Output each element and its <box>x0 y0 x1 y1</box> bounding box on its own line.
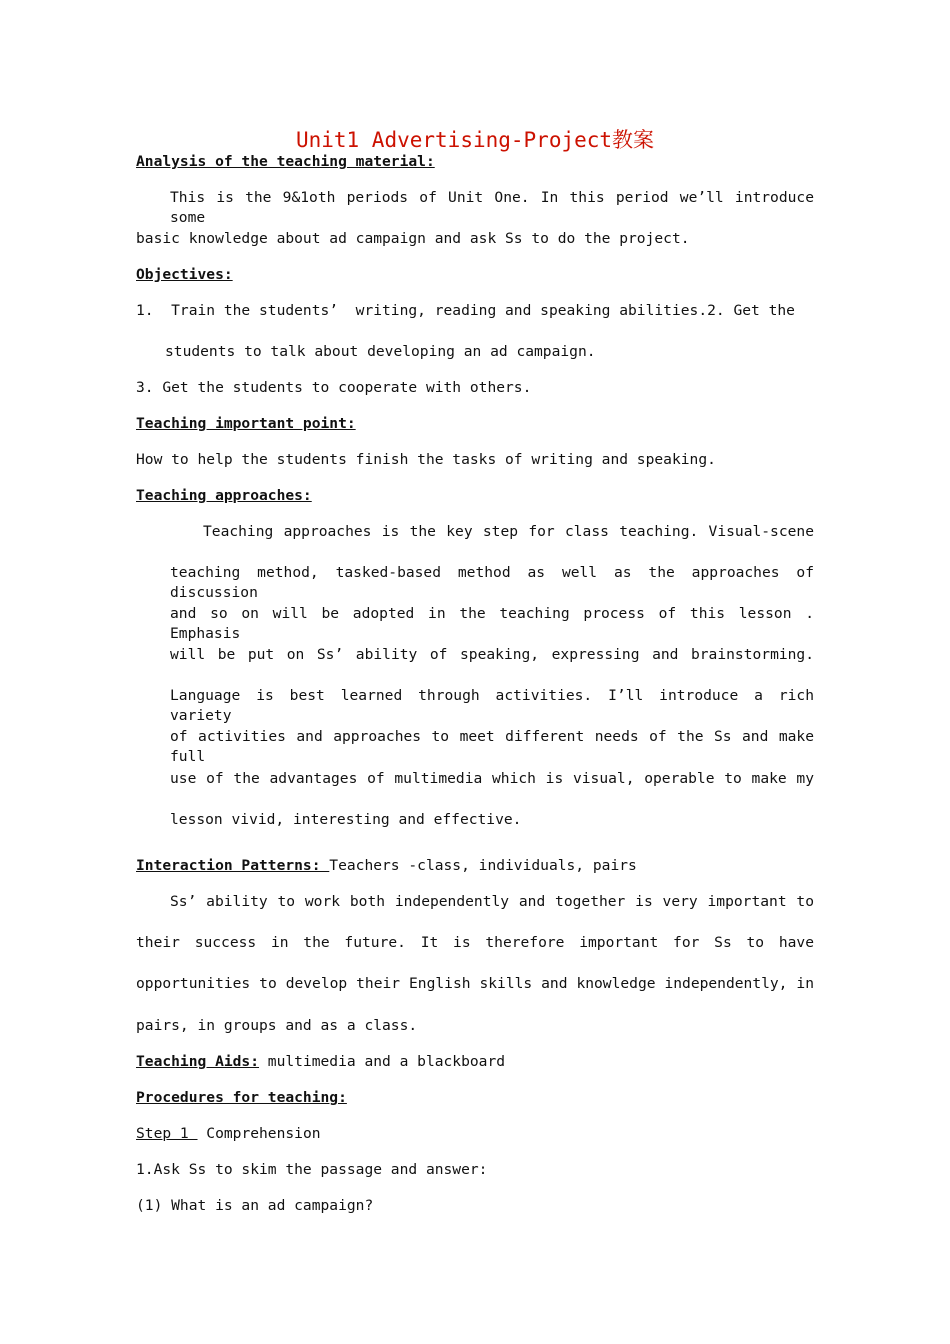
step-label: Step 1 <box>136 1125 198 1142</box>
approaches-line: Teaching approaches is the key step for class teaching. Visual-scene <box>203 523 814 540</box>
document-title: Unit1 Advertising-Project教案 <box>295 128 655 152</box>
analysis-line-2: basic knowledge about ad campaign and ask Ss to do the project. <box>136 230 690 247</box>
procedures-heading: Procedures for teaching: <box>136 1089 347 1106</box>
objectives-item-3: 3. Get the students to cooperate with others. <box>136 379 532 396</box>
approaches-heading: Teaching approaches: <box>136 487 312 504</box>
interaction-value: Teachers -class, individuals, pairs <box>329 857 637 874</box>
approaches-line: and so on will be adopted in the teaching process of this lesson . Emphasis <box>170 605 814 642</box>
approaches-line: use of the advantages of multimedia which is visual, operable to make my <box>170 770 814 787</box>
aids-row <box>136 1052 505 1072</box>
step-row <box>136 1124 321 1144</box>
procedures-question-1: (1) What is an ad campaign? <box>136 1197 374 1214</box>
interaction-line: their success in the future. It is therefore important for Ss to have <box>136 934 814 951</box>
interaction-row <box>136 856 637 876</box>
approaches-line: will be put on Ss’ ability of speaking, expressing and brainstorming. <box>170 646 814 663</box>
objectives-heading: Objectives: <box>136 266 233 283</box>
important-point-heading: Teaching important point: <box>136 415 356 432</box>
objectives-item-1: 1. Train the students’ writing, reading and speaking abilities.2. Get the <box>136 302 795 319</box>
aids-value: multimedia and a blackboard <box>259 1053 506 1070</box>
aids-heading: Teaching Aids: <box>136 1053 260 1070</box>
procedures-task: 1.Ask Ss to skim the passage and answer: <box>136 1161 488 1178</box>
approaches-line: of activities and approaches to meet different needs of the Ss and make full <box>170 728 814 765</box>
approaches-line: Language is best learned through activities. I’ll introduce a rich variety <box>170 687 814 724</box>
interaction-line: pairs, in groups and as a class. <box>136 1017 418 1034</box>
approaches-line: teaching method, tasked-based method as well as the approaches of discussion <box>170 564 814 601</box>
interaction-line: Ss’ ability to work both independently and together is very important to <box>170 893 814 910</box>
important-point-text: How to help the students finish the tasks of writing and speaking. <box>136 451 716 468</box>
approaches-line: lesson vivid, interesting and effective. <box>170 811 522 828</box>
analysis-heading: Analysis of the teaching material: <box>136 153 435 170</box>
objectives-item-1b: students to talk about developing an ad campaign. <box>165 343 596 360</box>
interaction-heading: Interaction Patterns: <box>136 857 330 874</box>
analysis-line-1: This is the 9&1oth periods of Unit One. In this period we’ll introduce some <box>170 189 814 226</box>
step-title: Comprehension <box>197 1125 321 1142</box>
interaction-line: opportunities to develop their English skills and knowledge independently, in <box>136 975 814 992</box>
